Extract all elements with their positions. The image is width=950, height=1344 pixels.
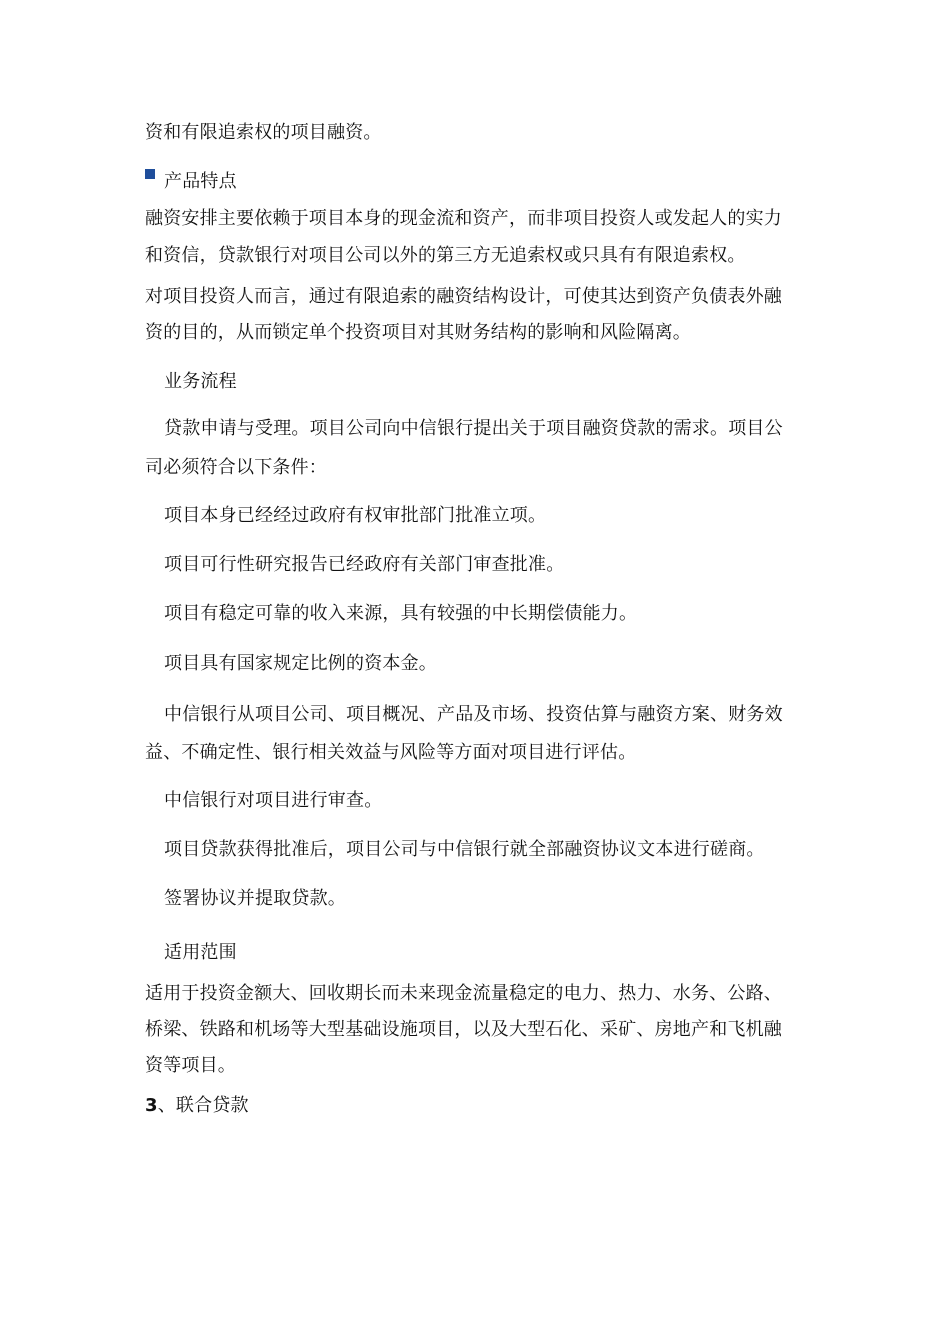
section-heading-features: 产品特点 (164, 171, 237, 192)
process-condition-2: 项目可行性研究报告已经政府有关部门审查批准。 (164, 554, 565, 575)
intro-text: 资和有限追索权的项目融资。 (145, 122, 382, 143)
square-bullet-icon (145, 169, 155, 179)
process-step-1-line-2: 司必须符合以下条件： (145, 457, 327, 478)
process-evaluation-line-1: 中信银行从项目公司、项目概况、产品及市场、投资估算与融资方案、财务效 (164, 704, 783, 725)
features-paragraph-2-line-1: 对项目投资人而言，通过有限追索的融资结构设计，可使其达到资产负债表外融 (145, 286, 782, 307)
scope-line-2: 桥梁、铁路和机场等大型基础设施项目，以及大型石化、采矿、房地产和飞机融 (145, 1019, 782, 1040)
process-negotiate: 项目贷款获得批准后，项目公司与中信银行就全部融资协议文本进行磋商。 (164, 839, 765, 860)
process-review: 中信银行对项目进行审查。 (164, 790, 383, 811)
features-paragraph-1-line-2: 和资信，贷款银行对项目公司以外的第三方无追索权或只具有有限追索权。 (145, 245, 746, 266)
scope-line-1: 适用于投资金额大、回收期长而未来现金流量稳定的电力、热力、水务、公路、 (145, 983, 782, 1004)
features-paragraph-2-line-2: 资的目的，从而锁定单个投资项目对其财务结构的影响和风险隔离。 (145, 322, 691, 343)
section-heading-syndicated-loan (145, 1094, 249, 1118)
process-condition-3: 项目有稳定可靠的收入来源，具有较强的中长期偿债能力。 (164, 603, 638, 624)
process-condition-1: 项目本身已经经过政府有权审批部门批准立项。 (164, 505, 547, 526)
section-title: 、联合贷款 (157, 1095, 249, 1116)
process-step-1-line-1: 贷款申请与受理。项目公司向中信银行提出关于项目融资贷款的需求。项目公 (164, 418, 783, 439)
process-sign: 签署协议并提取贷款。 (164, 888, 346, 909)
section-number: 3 (145, 1095, 158, 1116)
scope-line-3: 资等项目。 (145, 1055, 236, 1076)
section-heading-scope: 适用范围 (164, 942, 237, 963)
features-paragraph-1-line-1: 融资安排主要依赖于项目本身的现金流和资产，而非项目投资人或发起人的实力 (145, 208, 782, 229)
process-condition-4: 项目具有国家规定比例的资本金。 (164, 653, 437, 674)
section-heading-process: 业务流程 (164, 371, 237, 392)
process-evaluation-line-2: 益、不确定性、银行相关效益与风险等方面对项目进行评估。 (145, 742, 637, 763)
